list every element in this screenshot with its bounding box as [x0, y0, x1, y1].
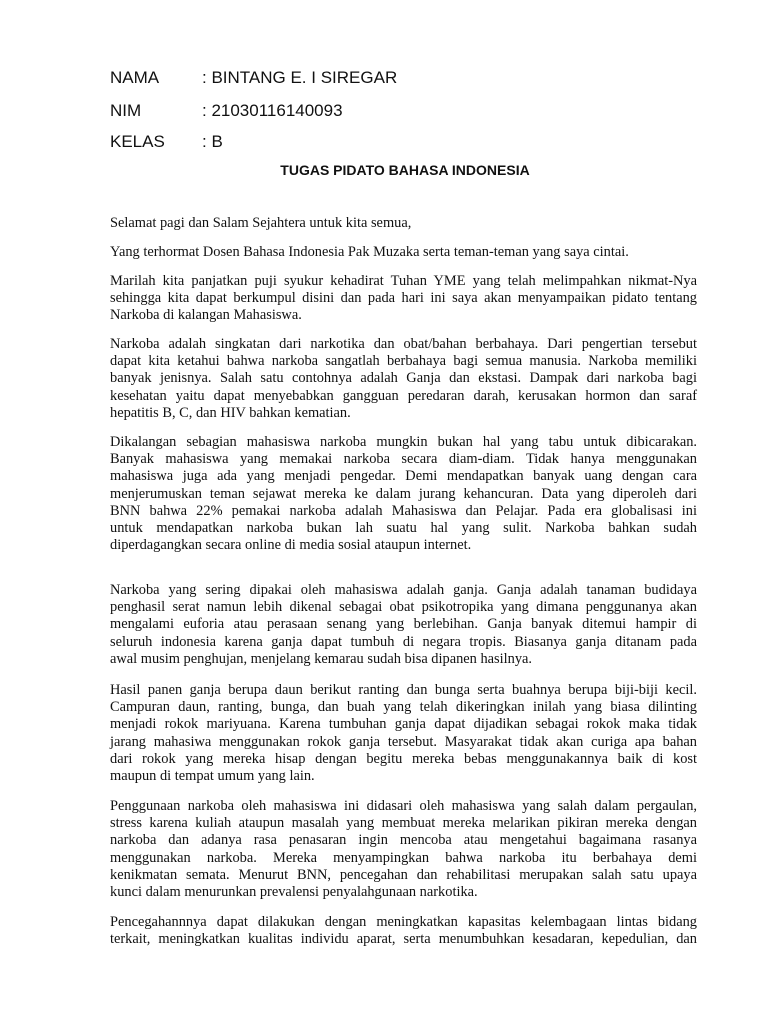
paragraph-line: dari rokok yang mereka hisap dengan begitu mereka bebas menggunakannya baik di kost	[110, 750, 697, 767]
paragraph-line: Narkoba yang sering dipakai oleh mahasiswa adalah ganja. Ganja adalah tanaman budidaya	[110, 582, 697, 598]
class-value: : B	[202, 132, 223, 151]
paragraph-ganja	[110, 582, 697, 668]
paragraph-line: stress karena kuliah ataupun masalah yang membuat mereka melarikan pikiran mereka dengan	[110, 815, 697, 832]
paragraph-opening	[110, 273, 697, 325]
paragraph-line: sehingga kita dapat berkumpul disini dan pada hari ini saya akan menyampaikan pidato tentang	[110, 290, 697, 307]
paragraph-line: dapat kita ketahui bahwa narkoba sangatlah berbahaya bagi semua manusia. Narkoba memiliki	[110, 353, 697, 370]
paragraph-line: narkoba dan adanya rasa penasaran ingin mencoba atau mengetahui bagaimana rasanya	[110, 832, 697, 849]
nim-label: NIM	[110, 101, 142, 120]
paragraph-line: Banyak mahasiswa yang memakai narkoba secara diam-diam. Tidak hanya menggunakan	[110, 451, 697, 468]
paragraph-line: untuk mendapatkan narkoba bukan lah suatu hal yang sulit. Narkoba bahkan sudah	[110, 519, 697, 536]
paragraph-line: Hasil panen ganja berupa daun berikut ranting dan bunga serta buahnya berupa biji-biji kecil.	[110, 682, 697, 698]
name-value: : BINTANG E. I SIREGAR	[202, 68, 398, 87]
paragraph-student-context	[110, 434, 697, 554]
paragraph-harvest	[110, 682, 697, 785]
paragraph-line: kesehatan yaitu dapat menyebabkan gangguan peredaran darah, kerusakan hormon dan saraf	[110, 387, 697, 404]
paragraph-salutation	[110, 244, 697, 261]
paragraph-causes	[110, 798, 697, 901]
paragraph-line: banyak jenisnya. Salah satu contohnya adalah Ganja dan ekstasi. Dampak dari narkoba bagi	[110, 370, 697, 387]
paragraph-line: maupun di tempat umum yang lain.	[110, 767, 315, 784]
paragraph-line: kunci dalam menurunkan prevalensi penyalahgunaan narkotika.	[110, 883, 478, 900]
paragraph-line: menjadi rokok mariyuana. Karena tumbuhan ganja dapat dijadikan sebagai rokok maka tidak	[110, 716, 697, 733]
paragraph-line: hepatitis B, C, dan HIV bahkan kematian.	[110, 404, 351, 421]
paragraph-line: mengalami euforia atau perasaan senang yang berlebihan. Ganja banyak ditemui hampir di	[110, 616, 697, 633]
paragraph-line: Narkoba adalah singkatan dari narkotika dan obat/bahan berbahaya. Dari pengertian tersebut	[110, 336, 697, 352]
paragraph-line: jarang mahasiwa menggunakan rokok ganja tersebut. Masyarakat tidak akan curiga apa bahan	[110, 733, 697, 750]
paragraph-line: seluruh indonesia karena ganja dapat tumbuh di negara tropis. Biasanya ganja ditanam pada	[110, 633, 697, 650]
paragraph-line: awal musim penghujan, menjelang kemarau sudah bisa dipanen hasilnya.	[110, 650, 533, 667]
class-label: KELAS	[110, 132, 165, 151]
paragraph-line: Pencegahannnya dapat dilakukan dengan meningkatkan kapasitas kelembagaan lintas bidang	[110, 914, 697, 930]
paragraph-prevention	[110, 914, 697, 948]
nim-value: : 21030116140093	[202, 101, 343, 120]
paragraph-line: Marilah kita panjatkan puji syukur kehadirat Tuhan YME yang telah melimpahkan nikmat-Nya	[110, 273, 697, 289]
name-label: NAMA	[110, 68, 160, 87]
document-title: TUGAS PIDATO BAHASA INDONESIA	[280, 162, 530, 178]
paragraph-line: menggunakan narkoba. Mereka menyampingkan bahwa narkoba itu berbahaya demi	[110, 849, 697, 866]
paragraph-line: Narkoba di kalangan Mahasiswa.	[110, 307, 302, 324]
paragraph-line: Yang terhormat Dosen Bahasa Indonesia Pak Muzaka serta teman-teman yang saya cintai.	[110, 244, 629, 260]
paragraph-line: penghasil serat namun lebih dikenal sebagai obat psikotropika yang dimana penggunanya akan	[110, 599, 697, 616]
paragraph-line: menjerumuskan teman sejawat mereka ke dalam jurang kehancuran. Data yang diperoleh dari	[110, 485, 697, 502]
paragraph-line: Selamat pagi dan Salam Sejahtera untuk kita semua,	[110, 215, 412, 231]
paragraph-line: mahasiswa juga ada yang menjadi pengedar. Demi mendapatkan banyak uang dengan cara	[110, 468, 697, 485]
paragraph-line: Penggunaan narkoba oleh mahasiswa ini didasari oleh mahasiswa yang salah dalam pergaulan,	[110, 798, 697, 814]
paragraph-line: Dikalangan sebagian mahasiswa narkoba mungkin bukan hal yang tabu untuk dibicarakan.	[110, 434, 697, 450]
paragraph-line: kenikmatan semata. Menurut BNN, pencegahan dan rehabilitasi merupakan salah satu upaya	[110, 866, 697, 883]
paragraph-line: diperdagangkan secara online di media sosial ataupun internet.	[110, 537, 472, 554]
paragraph-line: Campuran daun, ranting, bunga, dan buah yang telah dikeringkan inilah yang biasa dilinting	[110, 699, 697, 716]
paragraph-line: terkait, meningkatkan kualitas individu aparat, serta menumbuhkan kesadaran, kepedulian, dan	[110, 931, 697, 948]
paragraph-definition	[110, 336, 697, 422]
paragraph-greeting	[110, 215, 697, 232]
paragraph-line: BNN bahwa 22% pemakai narkoba adalah Mahasiswa dan Pelajar. Pada era globalisasi ini	[110, 502, 697, 519]
